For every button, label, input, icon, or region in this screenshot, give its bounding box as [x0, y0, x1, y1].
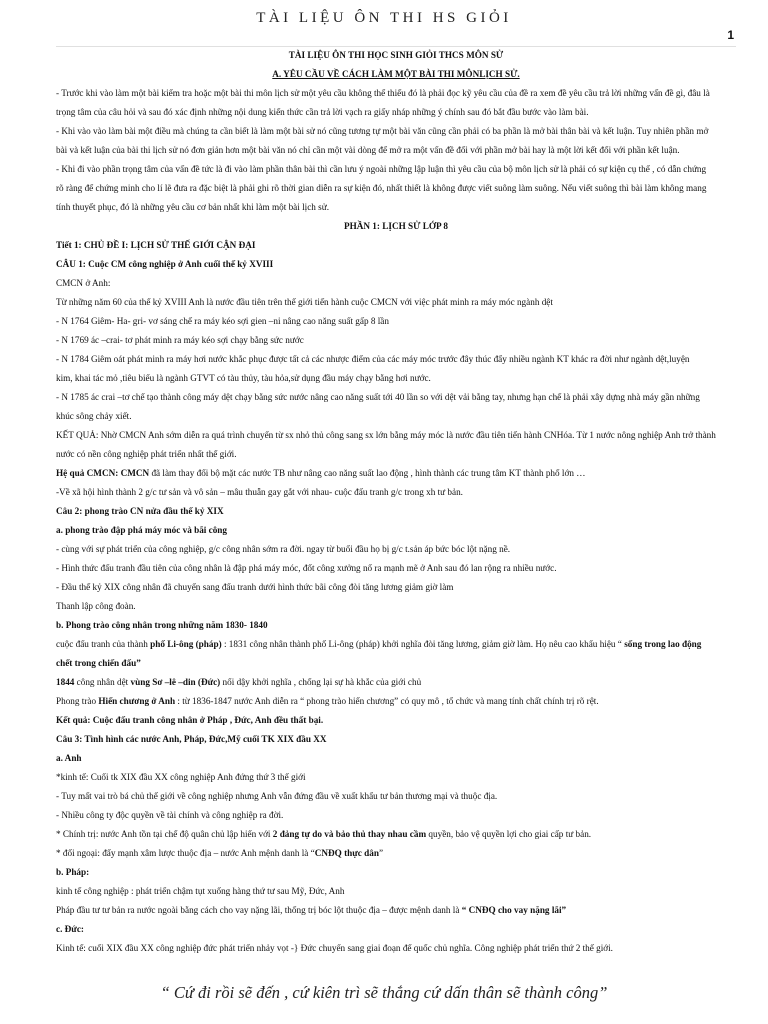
question-heading: CÂU 1: Cuộc CM công nghiệp ở Anh cuối thế kỷ XVIII	[56, 259, 274, 269]
subsection-heading: a. phong trào đập phá máy móc và bãi công	[56, 525, 228, 535]
paragraph: - Đầu thế kỷ XIX công nhân đã chuyển sang đấu tranh dưới hình thức bãi công đòi tăng lương giảm giờ làm	[56, 582, 454, 592]
paragraph: trọng tâm của câu hỏi và sau đó xác định những nội dung kiến thức cần trả lời vạch ra giấy nháp những ý chính sau đó bắt đầu bước vào làm bài.	[56, 107, 589, 117]
paragraph: KẾT QUẢ: Nhờ CMCN Anh sớm diễn ra quá trình chuyển từ sx nhỏ thủ công sang sx lớn bằng máy móc là nước đầu tiên tiến hành CNHóa. Từ 1 nước nông nghiệp Anh trở thành	[56, 430, 716, 440]
page-header-title: TÀI LIỆU ÔN THI HS GIỎI	[256, 10, 512, 26]
lesson-heading: Tiết 1: CHỦ ĐỀ I: LỊCH SỬ THẾ GIỚI CẬN ĐẠI	[56, 240, 256, 250]
result-line: Kết quả: Cuộc đấu tranh công nhân ở Pháp , Đức, Anh đều thất bại.	[56, 715, 324, 725]
paragraph: - cùng với sự phát triển của công nghiệp, g/c công nhân sớm ra đời. ngay từ buổi đầu họ bị g/c t.sản áp bức bóc lột nặng nề.	[56, 544, 511, 554]
subsection-heading: b. Phong trào công nhân trong những năm 1830- 1840	[56, 620, 268, 630]
paragraph: - Khi đi vào phần trọng tâm của vấn đề tức là đi vào làm phần thân bài thì cần lưu ý ngoài những lập luận thì yêu cầu của bộ môn lịch sử là phải có sự kiện cụ thể , có dẫn chứng	[56, 164, 707, 174]
paragraph: nước có nền công nghiệp phát triển nhất thế giới.	[56, 449, 237, 459]
paragraph: - N 1784 Giêm oát phát minh ra máy hơi nước khắc phục được tất cả các nhược điểm của các máy móc trước đây thúc đẩy nhiều ngành KT khác ra đời như ngành dệt,luyện	[56, 354, 690, 364]
paragraph: CMCN ở Anh:	[56, 278, 111, 288]
paragraph: Thanh lập công đoàn.	[56, 601, 136, 611]
section-a-heading: A. YÊU CẦU VỀ CÁCH LÀM MỘT BÀI THI MÔNLỊCH SỬ.	[272, 69, 520, 79]
paragraph: Hệ quả CMCN: CMCN đã làm thay đổi bộ mặt các nước TB như nâng cao năng suất lao động , hình thành các trung tâm KT thành phố lớn …	[56, 468, 586, 478]
paragraph: -Về xã hội hình thành 2 g/c tư sản và vô sản – mâu thuẫn gay gắt với nhau- cuộc đấu tranh g/c trong xh tư bản.	[56, 487, 463, 497]
paragraph: - N 1769 ác –crai- tơ phát minh ra máy kéo sợi chạy bằng sức nước	[56, 335, 304, 345]
paragraph: cuộc đấu tranh của thành phố Li-ông (pháp) : 1831 công nhân thành phố Li-ông (pháp) khởi nghĩa đòi tăng lương, giảm giờ làm. Họ nêu cao khẩu hiệu “ sống trong lao động	[56, 639, 702, 649]
document-title: TÀI LIỆU ÔN THI HỌC SINH GIỎI THCS MÔN SỬ	[288, 50, 504, 60]
paragraph: 1844 công nhân dệt vùng Sơ –lê –din (Đức) nổi dậy khởi nghĩa , chống lại sự hà khắc của giới chủ	[56, 677, 422, 687]
paragraph: - N 1764 Giêm- Ha- gri- vơ sáng chế ra máy kéo sợi gien –ni nâng cao năng suất gấp 8 lần	[56, 316, 389, 326]
paragraph: bài và kết luận của bài thi lịch sử nó đơn giản hơn một bài văn nó chỉ cần một vài dòng để mở ra một vấn đề đối với phần mở bài hay là một lời kết đối với phần kết luận.	[56, 145, 680, 155]
paragraph: - Khi vào vào làm bài một điều mà chúng ta cần biết là làm một bài sử nó cũng tương tự một bài văn cũng cần phải có ba phần là mở bài thân bài và kết luận. Tuy nhiên phần mở	[56, 126, 709, 136]
question-heading: Câu 2: phong trào CN nửa đầu thế kỷ XIX	[56, 506, 224, 516]
paragraph: * đối ngoại: đẩy mạnh xâm lược thuộc địa – nước Anh mệnh danh là “CNĐQ thực dân”	[56, 848, 384, 858]
paragraph: - Nhiều công ty độc quyền về tài chính và công nghiệp ra đời.	[56, 810, 284, 820]
paragraph: khúc sông chảy xiết.	[56, 411, 132, 421]
part-heading: PHẦN 1: LỊCH SỬ LỚP 8	[343, 221, 449, 231]
paragraph: tính thuyết phục, đó là những yêu cầu cơ bản nhất khi làm một bài lịch sử.	[56, 202, 330, 212]
paragraph: Phong trào Hiến chương ở Anh : từ 1836-1847 nước Anh diễn ra “ phong trào hiến chương” có quy mô , tổ chức và mang tính chất chính trị rõ rệt.	[56, 696, 599, 706]
subsection-heading: c. Đức:	[56, 924, 84, 934]
page-number: 1	[727, 28, 734, 42]
paragraph: kinh tế công nghiệp : phát triển chậm tụt xuống hàng thứ tư sau Mỹ, Đức, Anh	[56, 886, 345, 896]
paragraph: - Tuy mất vai trò bá chủ thế giới về công nghiệp nhưng Anh vẫn đứng đầu về xuất khẩu tư bản thương mại và thuộc địa.	[56, 791, 498, 801]
paragraph: kim, khai tác mỏ ,tiêu biểu là ngành GTVT có tàu thủy, tàu hỏa,sử dụng đầu máy chạy bằng hơi nước.	[56, 373, 431, 383]
paragraph: Kinh tế: cuối XIX đầu XX công nghiệp đức phát triển nhảy vọt -} Đức chuyển sang giai đoạn đế quốc chủ nghĩa. Công nghiệp phát triển thứ 2 thế giới.	[56, 943, 613, 953]
paragraph: chết trong chiến đấu”	[56, 658, 141, 668]
paragraph: Từ những năm 60 của thế kỷ XVIII Anh là nước đầu tiên trên thế giới tiến hành cuộc CMCN với việc phát minh ra máy móc ngành dệt	[56, 297, 553, 307]
subsection-heading: b. Pháp:	[56, 867, 90, 877]
paragraph: * Chính trị: nước Anh tồn tại chế độ quân chủ lập hiến với 2 đảng tự do và bảo thủ thay nhau cầm quyền, bảo vệ quyền lợi cho giai cấp tư bản.	[56, 829, 592, 839]
document-body	[56, 46, 736, 958]
paragraph: Pháp đầu tư tư bản ra nước ngoài bằng cách cho vay nặng lãi, thống trị bóc lột thuộc địa – được mệnh danh là “ CNĐQ cho vay nặng lãi”	[56, 905, 567, 915]
paragraph: - Trước khi vào làm một bài kiểm tra hoặc một bài thi môn lịch sử một yêu cầu không thể thiếu đó là phải đọc kỹ yêu cầu của đề ra xem đề yêu cầu trả lời những vấn đề gì, đâu là	[56, 88, 710, 98]
paragraph: *kinh tế: Cuối tk XIX đầu XX công nghiệp Anh đứng thứ 3 thế giới	[56, 772, 306, 782]
subsection-heading: a. Anh	[56, 753, 82, 763]
paragraph: - N 1785 ác crai –tơ chế tạo thành công máy dệt chạy bằng sức nước nâng cao năng suất tới 40 lần so với dệt vải bằng tay, nhưng hạn chế là phải xây dựng nhà máy gần những	[56, 392, 700, 402]
question-heading: Câu 3: Tình hình các nước Anh, Pháp, Đức,Mỹ cuối TK XIX đầu XX	[56, 734, 327, 744]
paragraph: - Hình thức đấu tranh đầu tiên của công nhân là đập phá máy móc, đốt công xưởng nổ ra mạnh mẽ ở Anh sau đó lan rộng ra nhiều nước.	[56, 563, 557, 573]
footer-quote: “ Cứ đi rồi sẽ đến , cứ kiên trì sẽ thắng cứ dấn thân sẽ thành công”	[160, 983, 608, 1002]
paragraph: rõ ràng để chứng minh cho lí lẽ đưa ra đặc biệt là phải ghi rõ thời gian diễn ra sự kiện đó, nhất thiết là không được viết suông làm suông. Nếu viết suông thì bài làm không mang	[56, 183, 707, 193]
